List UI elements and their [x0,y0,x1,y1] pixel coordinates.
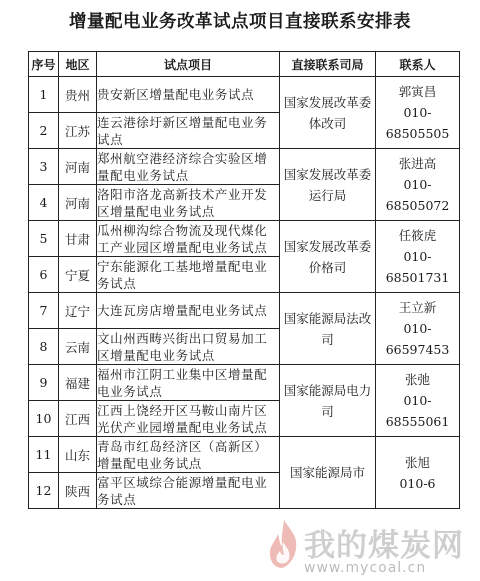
row-project: 福州市江阴工业集中区增量配电业务试点 [97,365,280,401]
row-region: 河南 [59,149,97,185]
row-num: 10 [29,401,59,437]
page-title: 增量配电业务改革试点项目直接联系安排表 [69,12,411,32]
row-project: 富平区域综合能源增量配电业务试点 [97,473,280,509]
row-num: 12 [29,473,59,509]
row-project: 洛阳市洛龙高新技术产业开发区增量配电业务试点 [97,185,280,221]
row-num: 11 [29,437,59,473]
row-region: 福建 [59,365,97,401]
contact-bureau: 国家发展改革委价格司 [280,221,376,293]
contact-phone: 010-6 [399,475,436,491]
row-region: 辽宁 [59,293,97,329]
contact-phone: 010-66597453 [385,321,450,357]
header-num: 序号 [29,52,59,77]
row-region: 江西 [59,401,97,437]
row-num: 1 [29,77,59,113]
table-row [29,77,460,113]
watermark-text: 我的煤炭网 [304,528,464,564]
row-num: 2 [29,113,59,149]
contact-cell [376,149,460,221]
contact-name: 张进高 [398,156,437,171]
watermark [264,514,480,581]
contact-cell [376,437,460,509]
table-row [29,437,460,473]
row-project: 大连瓦房店增量配电业务试点 [97,293,280,329]
flame-logo-icon [264,518,304,570]
row-project: 贵安新区增量配电业务试点 [97,77,280,113]
row-num: 4 [29,185,59,221]
row-num: 6 [29,257,59,293]
contact-bureau: 国家能源局法改司 [280,293,376,365]
contact-cell [376,77,460,149]
contact-phone: 010-68505072 [385,177,450,213]
row-project: 江西上饶经开区马鞍山南片区光伏产业园增量配电业务试点 [97,401,280,437]
row-region: 山东 [59,437,97,473]
table-row [29,365,460,401]
contact-name: 任筱虎 [398,228,437,243]
header-row [29,52,460,77]
row-region: 江苏 [59,113,97,149]
contact-bureau: 国家发展改革委运行局 [280,149,376,221]
header-region: 地区 [59,52,97,77]
contact-phone: 010-68555061 [385,393,450,429]
row-num: 5 [29,221,59,257]
row-project: 青岛市红岛经济区（高新区）增量配电业务试点 [97,437,280,473]
row-region: 宁夏 [59,257,97,293]
contact-phone: 010-68505505 [385,105,450,141]
contact-name: 张弛 [404,372,430,387]
row-region: 河南 [59,185,97,221]
row-project: 连云港徐圩新区增量配电业务试点 [97,113,280,149]
table-row [29,149,460,185]
row-num: 7 [29,293,59,329]
header-project: 试点项目 [97,52,280,77]
contact-cell [376,293,460,365]
row-num: 3 [29,149,59,185]
row-region: 甘肃 [59,221,97,257]
row-num: 9 [29,365,59,401]
row-region: 云南 [59,329,97,365]
row-project: 瓜州柳沟综合物流及现代煤化工产业园区增量配电业务试点 [97,221,280,257]
table-row [29,293,460,329]
watermark-url: www.mycoal.cn [304,560,427,576]
row-num: 8 [29,329,59,365]
table-row [29,221,460,257]
header-contact: 联系人 [376,52,460,77]
contact-cell [376,365,460,437]
row-project: 文山州西畴兴街出口贸易加工区增量配电业务试点 [97,329,280,365]
contact-bureau: 国家能源局电力司 [280,365,376,437]
row-region: 陕西 [59,473,97,509]
contact-name: 张旭 [404,454,430,470]
contact-name: 郭寅昌 [398,84,437,99]
contact-bureau: 国家发展改革委体改司 [280,77,376,149]
contact-bureau: 国家能源局市 [280,437,376,509]
contact-table [28,51,460,509]
contact-cell [376,221,460,293]
contact-phone: 010-68501731 [385,249,450,285]
row-project: 宁东能源化工基地增量配电业务试点 [97,257,280,293]
row-project: 郑州航空港经济综合实验区增量配电业务试点 [97,149,280,185]
contact-name: 王立新 [398,300,437,315]
row-region: 贵州 [59,77,97,113]
header-bureau: 直接联系司局 [280,52,376,77]
